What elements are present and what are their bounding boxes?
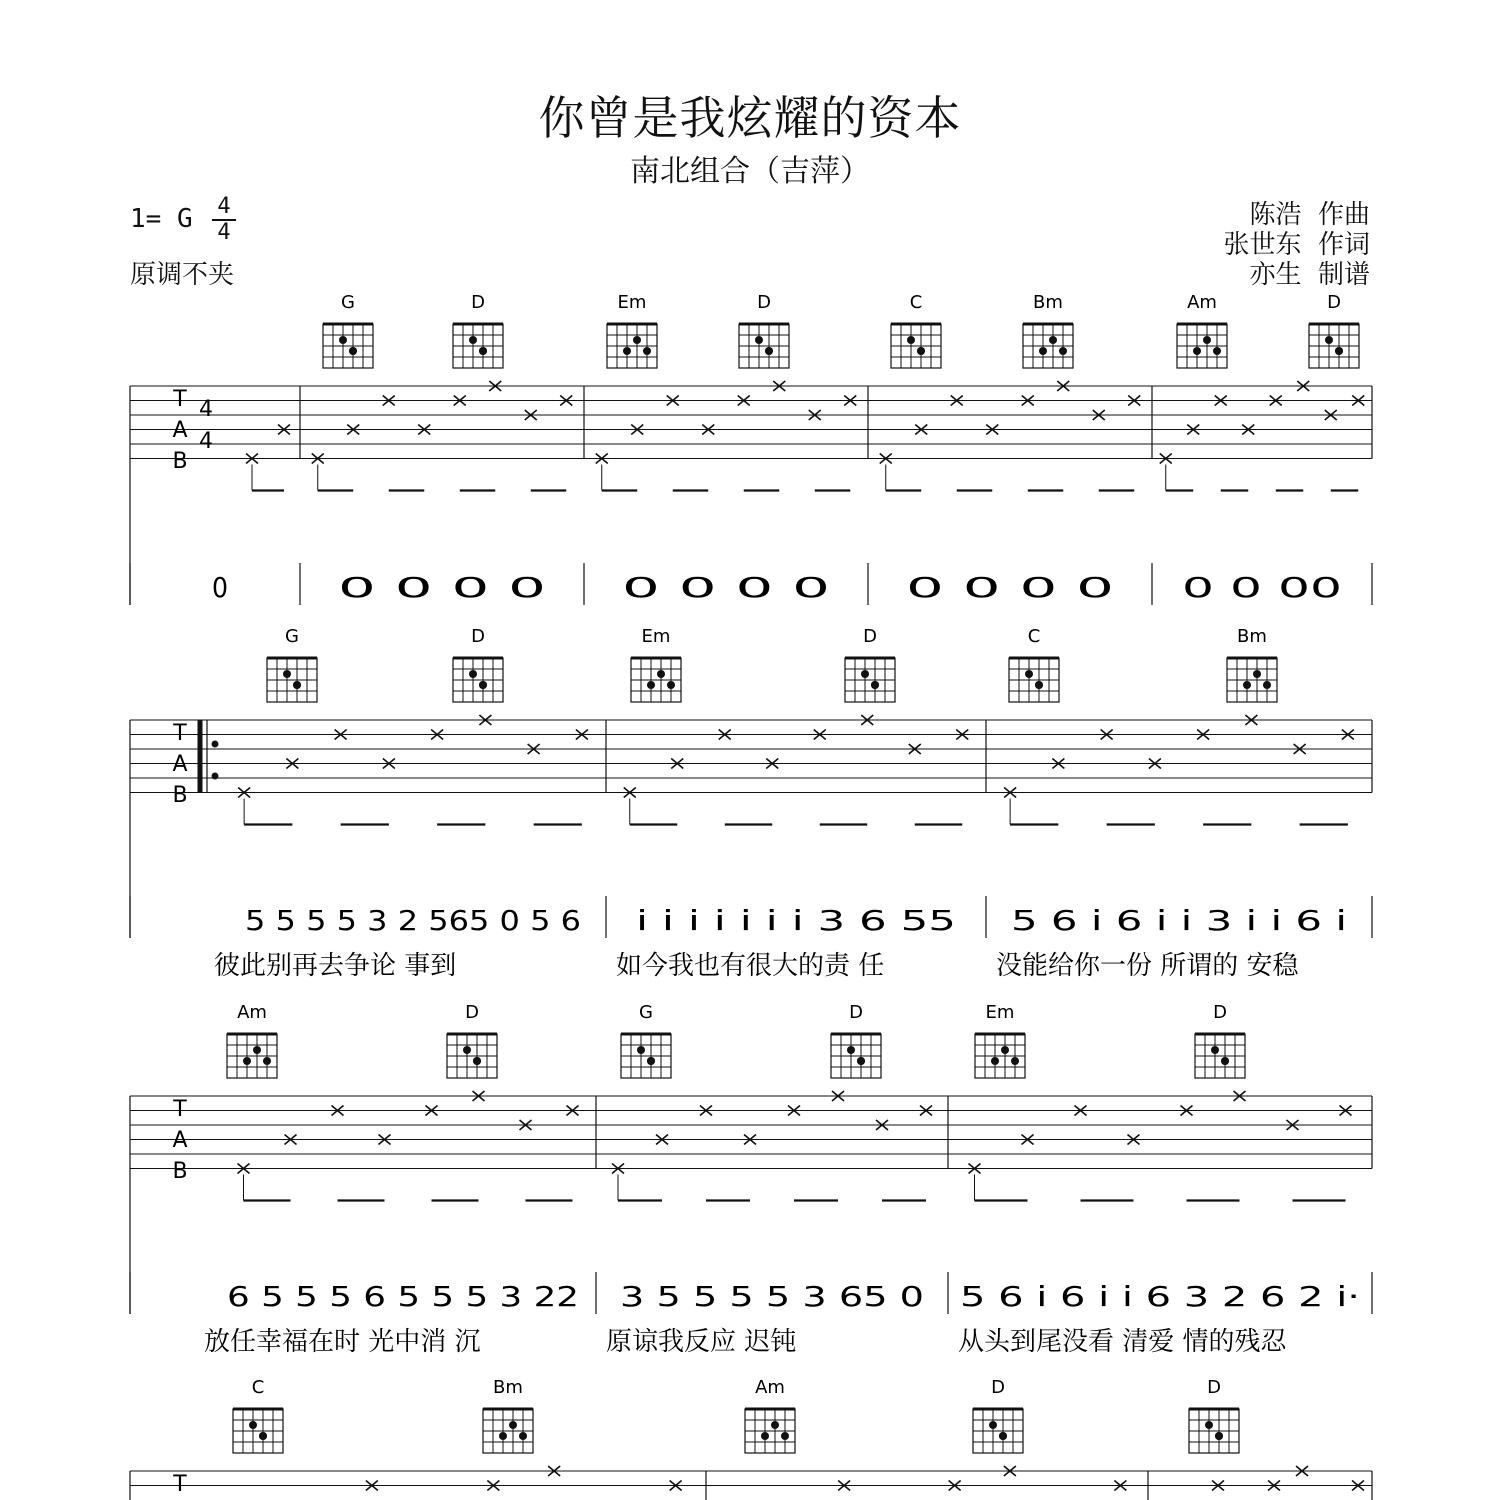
song-title: 你曾是我炫耀的资本 xyxy=(538,91,962,145)
finger-dot xyxy=(623,347,631,355)
chord-name: Em xyxy=(617,292,647,313)
score-system xyxy=(130,1002,1372,1357)
repeat-dot xyxy=(212,741,219,748)
finger-dot xyxy=(1243,681,1251,689)
chord-diagram xyxy=(631,626,681,702)
repeat-dot xyxy=(212,773,219,780)
finger-dot xyxy=(765,347,773,355)
finger-dot xyxy=(253,1046,261,1054)
finger-dot xyxy=(861,670,869,678)
finger-dot xyxy=(1215,1432,1223,1440)
finger-dot xyxy=(1059,347,1067,355)
finger-dot xyxy=(249,1421,257,1429)
chord-diagram xyxy=(233,1377,283,1453)
score-system xyxy=(130,292,1372,605)
chord-diagram xyxy=(453,626,503,702)
lyric-line: 放任幸福在时 光中消 沉 xyxy=(204,1327,481,1357)
song-artist: 南北组合（吉萍） xyxy=(630,154,870,189)
tab-clef-letter: B xyxy=(172,1159,188,1184)
time-top: 4 xyxy=(217,194,231,219)
finger-dot xyxy=(339,336,347,344)
chord-name: G xyxy=(341,292,355,313)
finger-dot xyxy=(1025,670,1033,678)
chord-diagram xyxy=(1189,1377,1239,1453)
tab-staff xyxy=(130,1471,1372,1486)
finger-dot xyxy=(917,347,925,355)
chord-name: D xyxy=(471,626,485,647)
finger-dot xyxy=(871,681,879,689)
arranger-credit: 亦生 制谱 xyxy=(1249,260,1370,290)
finger-dot xyxy=(473,1057,481,1065)
finger-dot xyxy=(643,347,651,355)
chord-diagram xyxy=(1195,1002,1245,1078)
finger-dot xyxy=(1193,347,1201,355)
chord-diagram xyxy=(607,292,657,368)
finger-dot xyxy=(1203,336,1211,344)
chord-diagram xyxy=(267,626,317,702)
chord-name: Am xyxy=(1187,292,1217,313)
finger-dot xyxy=(999,1432,1007,1440)
tab-clef-letter: T xyxy=(173,387,187,412)
tab-staff xyxy=(130,1096,1372,1169)
tab-clef-letter: T xyxy=(173,1097,187,1122)
chord-diagram xyxy=(483,1377,533,1453)
finger-dot xyxy=(1011,1057,1019,1065)
tab-staff xyxy=(130,720,1372,793)
lyric-line: 如今我也有很大的责 任 xyxy=(616,951,885,981)
chord-name: C xyxy=(909,292,923,313)
tab-clef-letter: B xyxy=(172,783,188,808)
finger-dot xyxy=(463,1046,471,1054)
melody-notes: 5 6 i 6 i i 6 3 2 6 2 i· xyxy=(960,1280,1360,1313)
finger-dot xyxy=(1211,1046,1219,1054)
melody-notes: 0 0 0 0 xyxy=(338,571,546,604)
tab-clef-letter: A xyxy=(172,1128,188,1153)
lyric-line: 彼此别再去争论 事到 xyxy=(214,951,457,981)
tab-clef-letter: A xyxy=(172,752,188,777)
chord-diagram xyxy=(1009,626,1059,702)
chord-name: D xyxy=(757,292,771,313)
chord-diagram xyxy=(973,1377,1023,1453)
chord-diagram xyxy=(845,626,895,702)
chord-name: Bm xyxy=(493,1377,523,1398)
lyric-line: 从头到尾没看 清爱 情的残忍 xyxy=(958,1327,1287,1357)
finger-dot xyxy=(519,1432,527,1440)
finger-dot xyxy=(771,1421,779,1429)
chord-name: D xyxy=(849,1002,863,1023)
finger-dot xyxy=(647,1057,655,1065)
chord-diagram xyxy=(745,1377,795,1453)
chord-name: D xyxy=(1207,1377,1221,1398)
chord-diagram xyxy=(739,292,789,368)
finger-dot xyxy=(1035,681,1043,689)
lyric-line: 没能给你一份 所谓的 安稳 xyxy=(996,951,1299,981)
finger-dot xyxy=(293,681,301,689)
chord-diagram xyxy=(831,1002,881,1078)
chord-name: Am xyxy=(237,1002,267,1023)
finger-dot xyxy=(479,681,487,689)
composer-credit: 陈浩 作曲 xyxy=(1249,200,1370,230)
finger-dot xyxy=(469,670,477,678)
chord-name: D xyxy=(1327,292,1341,313)
chord-diagram xyxy=(323,292,373,368)
finger-dot xyxy=(781,1432,789,1440)
finger-dot xyxy=(1335,347,1343,355)
chord-name: Em xyxy=(985,1002,1015,1023)
chord-name: C xyxy=(251,1377,265,1398)
melody-notes: 0 0 0 0 xyxy=(906,571,1114,604)
lyric-line: 原谅我反应 迟钝 xyxy=(606,1327,797,1357)
finger-dot xyxy=(1253,670,1261,678)
chord-name: D xyxy=(471,292,485,313)
finger-dot xyxy=(499,1432,507,1440)
chord-diagram xyxy=(1309,292,1359,368)
tab-time-signature: 4 xyxy=(199,397,213,422)
finger-dot xyxy=(847,1046,855,1054)
finger-dot xyxy=(1001,1046,1009,1054)
finger-dot xyxy=(1263,681,1271,689)
finger-dot xyxy=(989,1421,997,1429)
melody-notes: 0 xyxy=(212,571,228,604)
tab-time-signature: 4 xyxy=(199,429,213,454)
finger-dot xyxy=(907,336,915,344)
chord-name: Em xyxy=(641,626,671,647)
finger-dot xyxy=(857,1057,865,1065)
chord-diagram xyxy=(1227,626,1277,702)
chord-name: G xyxy=(285,626,299,647)
finger-dot xyxy=(1039,347,1047,355)
chord-name: D xyxy=(1213,1002,1227,1023)
finger-dot xyxy=(243,1057,251,1065)
finger-dot xyxy=(469,336,477,344)
melody-notes: 5 6 i 6 i i 3 i i 6 i xyxy=(1011,904,1347,937)
tab-clef-letter: B xyxy=(172,449,188,474)
tab-clef-letter: T xyxy=(173,1472,187,1497)
tab-clef-letter: T xyxy=(173,721,187,746)
finger-dot xyxy=(637,1046,645,1054)
finger-dot xyxy=(1325,336,1333,344)
melody-notes: i i i i i i i 3 6 55 xyxy=(636,904,956,937)
chord-name: D xyxy=(465,1002,479,1023)
finger-dot xyxy=(263,1057,271,1065)
chord-name: C xyxy=(1027,626,1041,647)
finger-dot xyxy=(1221,1057,1229,1065)
finger-dot xyxy=(349,347,357,355)
chord-diagram xyxy=(621,1002,671,1078)
score-system xyxy=(130,626,1372,981)
chord-name: Am xyxy=(755,1377,785,1398)
finger-dot xyxy=(667,681,675,689)
finger-dot xyxy=(1049,336,1057,344)
melody-notes: 6 5 5 5 6 5 5 5 3 22 xyxy=(227,1280,579,1313)
finger-dot xyxy=(633,336,641,344)
melody-notes: 3 5 5 5 5 3 65 0 xyxy=(620,1280,924,1313)
chord-diagram xyxy=(453,292,503,368)
finger-dot xyxy=(1205,1421,1213,1429)
finger-dot xyxy=(991,1057,999,1065)
chord-name: G xyxy=(639,1002,653,1023)
chord-diagram xyxy=(1177,292,1227,368)
capo-note: 原调不夹 xyxy=(130,260,235,290)
chord-name: D xyxy=(991,1377,1005,1398)
chord-diagram xyxy=(891,292,941,368)
chord-diagram xyxy=(1023,292,1073,368)
chord-name: Bm xyxy=(1033,292,1063,313)
finger-dot xyxy=(509,1421,517,1429)
score-system xyxy=(130,1377,1372,1500)
finger-dot xyxy=(657,670,665,678)
chord-diagram xyxy=(227,1002,277,1078)
tab-clef-letter: A xyxy=(172,418,188,443)
melody-notes: 5 5 5 5 3 2 565 0 5 6 xyxy=(245,904,581,937)
finger-dot xyxy=(479,347,487,355)
time-bottom: 4 xyxy=(217,220,231,245)
finger-dot xyxy=(761,1432,769,1440)
melody-notes: 0 0 0 0 xyxy=(622,571,830,604)
chord-diagram xyxy=(447,1002,497,1078)
finger-dot xyxy=(755,336,763,344)
key-signature: 1= G xyxy=(130,204,193,234)
chord-name: D xyxy=(863,626,877,647)
finger-dot xyxy=(647,681,655,689)
tab-staff xyxy=(130,386,1372,459)
melody-notes: 0 0 00 xyxy=(1182,571,1342,604)
chord-name: Bm xyxy=(1237,626,1267,647)
lyricist-credit: 张世东 作词 xyxy=(1223,230,1370,260)
chord-diagram xyxy=(975,1002,1025,1078)
finger-dot xyxy=(283,670,291,678)
finger-dot xyxy=(259,1432,267,1440)
finger-dot xyxy=(1213,347,1221,355)
